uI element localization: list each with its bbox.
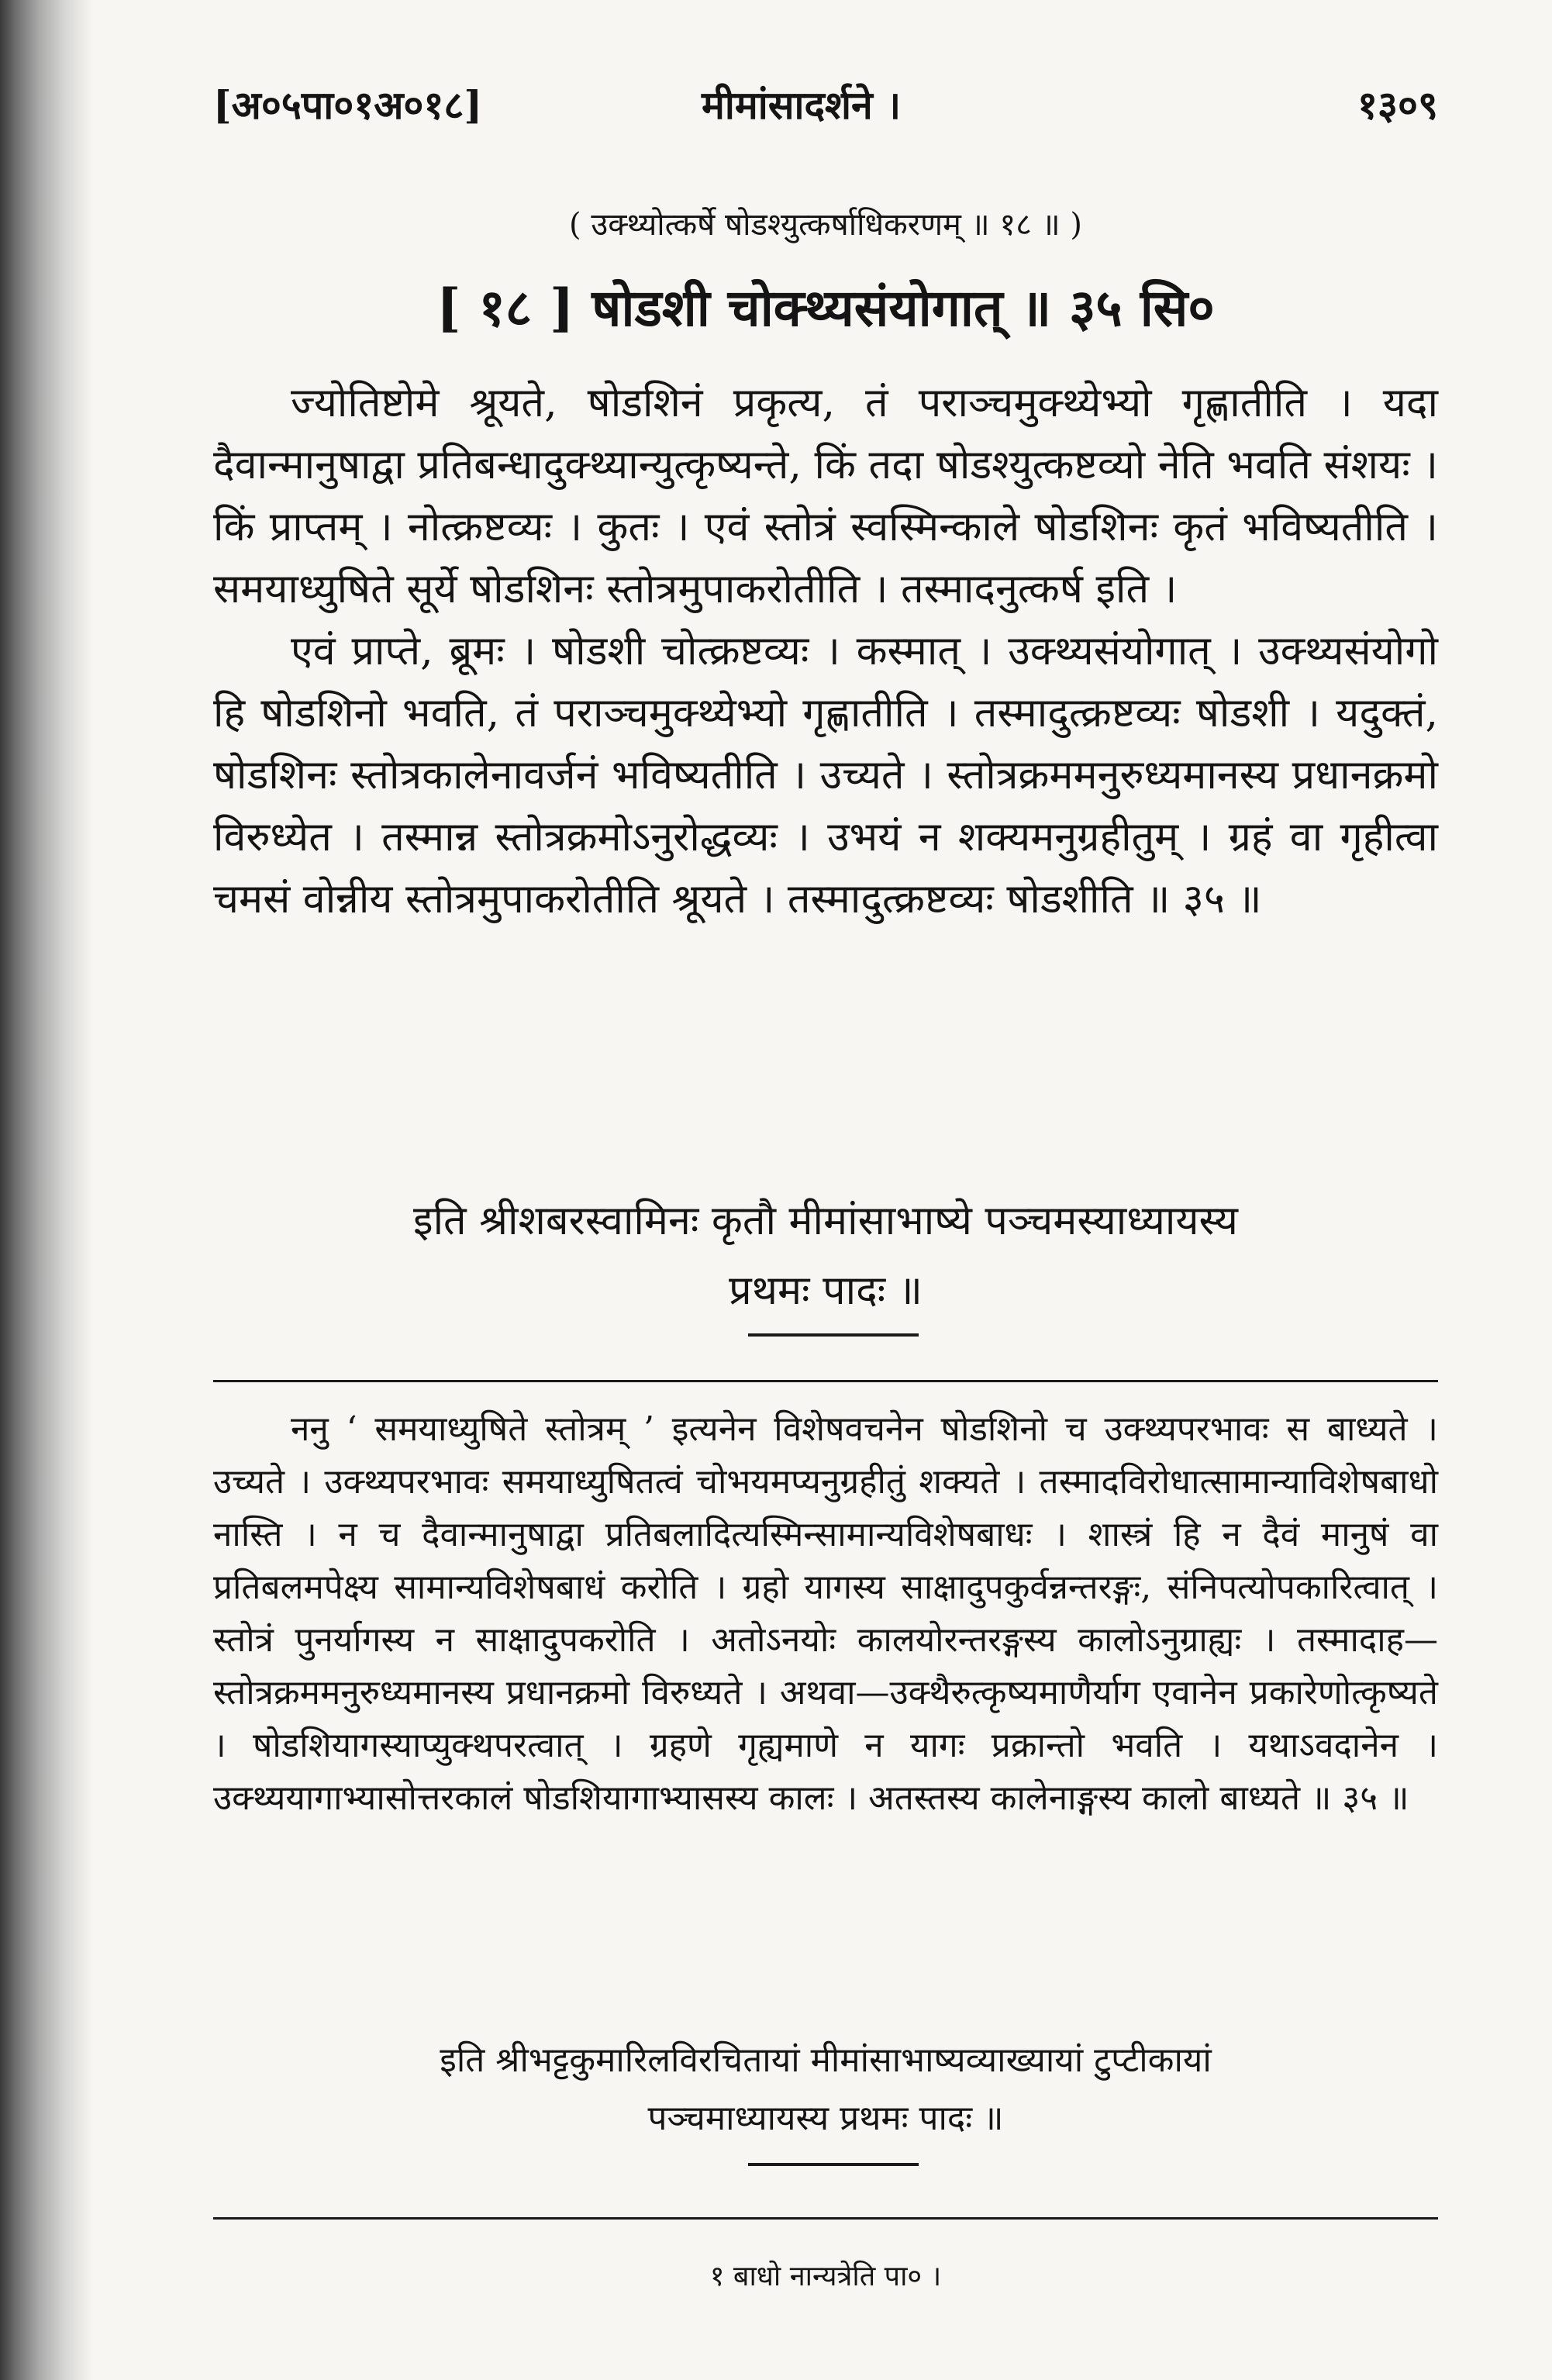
running-header xyxy=(213,78,1438,147)
page-number: १३०९ xyxy=(1357,82,1438,128)
sutra-heading: [ १८ ] षोडशी चोक्थ्यसंयोगात् ॥ ३५ सि० xyxy=(436,278,1215,338)
footnote: १ बाधो नान्यत्रेति पा० । xyxy=(709,2261,942,2292)
bhashya-paragraph-1: ज्योतिष्टोमे श्रूयते, षोडशिनं प्रकृत्य, तं पराञ्चमुक्थ्येभ्यो गृह्णातीति । यदा दैवान्मानुषाद्वा प्रतिबन्धादुक्थ्यान्युत्कृष्यन्ते, किं तदा षोडश्युत्कष्टव्यो नेति भवति संशयः । किं प्राप्तम् । नोत्क्रष्टव्यः । कुतः । एवं स्तोत्रं स्वस्मिन्काले षोडशिनः कृतं भविष्यतीति । समयाध्युषिते सूर्ये षोडशिनः स्तोत्रमुपाकरोतीति । तस्मादनुत्कर्ष इति । xyxy=(213,380,1438,612)
bhashya-paragraph-2: एवं प्राप्ते, ब्रूमः । षोडशी चोत्क्रष्टव्यः । कस्मात् । उक्थ्यसंयोगात् । उक्थ्यसंयोगो हि षोडशिनो भवति, तं पराञ्चमुक्थ्येभ्यो गृह्णातीति । तस्मादुत्क्रष्टव्यः षोडशी । यदुक्तं, षोडशिनः स्तोत्रकालेनावर्जनं भविष्यतीति । उच्यते । स्तोत्रक्रममनुरुध्यमानस्य प्रधानक्रमो विरुध्येत । तस्मान्न स्तोत्रक्रमोऽनुरोद्धव्यः । उभयं न शक्यमनुग्रहीतुम् । ग्रहं वा गृहीत्वा चमसं वोन्नीय स्तोत्रमुपाकरोतीति श्रूयते । तस्मादुत्क्रष्टव्यः षोडशीति ॥ ३५ ॥ xyxy=(213,628,1438,923)
tika-colophon-line-2: पञ्चमाध्यायस्य प्रथमः पादः ॥ xyxy=(647,2099,1004,2138)
tika-colophon-line-1: इति श्रीभट्टकुमारिलविरचितायां मीमांसाभाष्यव्याख्यायां टुप्टीकायां xyxy=(440,2040,1212,2080)
tika-colophon xyxy=(213,2031,1438,2147)
tika-paragraph: ननु ‘ समयाध्युषिते स्तोत्रम् ’ इत्यनेन विशेषवचनेन षोडशिनो च उक्थ्यपरभावः स बाध्यते । उच्यते । उक्थ्यपरभावः समयाध्युषितत्वं चोभयमप्यनुग्रहीतुं शक्यते । तस्मादविरोधात्सामान्याविशेषबाधो नास्ति । न च दैवान्मानुषाद्वा प्रतिबलादित्यस्मिन्सामान्यविशेषबाधः । शास्त्रं हि न दैवं मानुषं वा प्रतिबलमपेक्ष्य सामान्यविशेषबाधं करोति । ग्रहो यागस्य साक्षादुपकुर्वन्नन्तरङ्गः, संनिपत्योपकारित्वात् । स्तोत्रं पुनर्यागस्य न साक्षादुपकरोति । अतोऽनयोः कालयोरन्तरङ्गस्य कालोऽनुग्राह्यः । तस्मादाह—स्तोत्रक्रममनुरुध्यमानस्य प्रधानक्रमो विरुध्यते । अथवा—उक्थैरुत्कृष्यमाणैर्याग एवानेन प्रकारेणोत्कृष्यते । षोडशियागस्याप्युक्थपरत्वात् । ग्रहणे गृह्यमाणे न यागः प्रक्रान्तो भवति । यथाऽवदानेन । उक्थ्ययागाभ्यासोत्तरकालं षोडशियागाभ्यासस्य कालः । अतस्तस्य कालेनाङ्गस्य कालो बाध्यते ॥ ३५ ॥ xyxy=(213,1409,1438,1818)
bhashya-text xyxy=(213,372,1438,930)
short-divider-2 xyxy=(748,2163,919,2166)
scan-shadow-edge xyxy=(0,0,93,2380)
commentary-divider xyxy=(213,1380,1438,1382)
tika-commentary xyxy=(213,1403,1438,1825)
footnote-divider xyxy=(213,2217,1438,2220)
header-reference: [अ०५पा०१अ०१८] xyxy=(213,82,483,128)
adhikarana-title: ( उक्थ्योत्कर्षे षोडश्युत्कर्षाधिकरणम् ॥ १८ ॥ ) xyxy=(569,207,1082,243)
bhashya-colophon xyxy=(213,1186,1438,1326)
page xyxy=(213,47,1438,2341)
header-title: मीमांसादर्शने । xyxy=(702,82,902,128)
colophon-line-2: प्रथमः पादः ॥ xyxy=(729,1268,923,1314)
colophon-line-1: इति श्रीशबरस्वामिनः कृतौ मीमांसाभाष्ये पञ्चमस्याध्यायस्य xyxy=(413,1198,1238,1244)
short-divider xyxy=(748,1333,919,1337)
